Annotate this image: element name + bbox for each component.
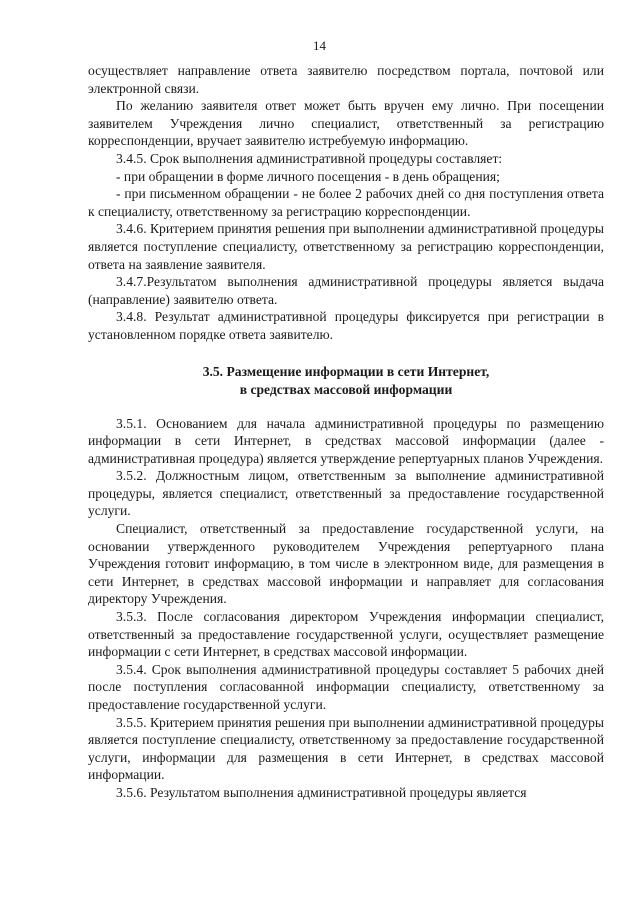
paragraph-3-4-8: 3.4.8. Результат административной процедуры фиксируется при регистрации в установленном порядке ответа заявителю.: [88, 309, 604, 342]
paragraph-3-5-2: 3.5.2. Должностным лицом, ответственным за выполнение административной процедуры, является специалист, ответственный за предоставление государственной услуги.: [88, 468, 604, 519]
section-heading-line-2: в средствах массовой информации: [239, 381, 453, 397]
paragraph-continuation: осуществляет направление ответа заявителю посредством портала, почтовой или электронной связи.: [88, 63, 604, 96]
paragraph-specialist: Специалист, ответственный за предоставление государственной услуги, на основании утвержденного руководителем Учреждения репертуарного плана Учреждения готовит информацию, в том числе в электронном виде, для размещения в сети Интернет, в средствах массовой информации и направляет для согласования директору Учреждения.: [88, 521, 604, 607]
document-body: [88, 62, 604, 802]
section-heading-line-1: 3.5. Размещение информации в сети Интернет,: [202, 363, 490, 379]
paragraph-3-4-7: 3.4.7.Результатом выполнения административной процедуры является выдача (направление) заявителю ответа.: [88, 274, 604, 307]
paragraph-3-4-6: 3.4.6. Критерием принятия решения при выполнении административной процедуры является поступление специалисту, ответственному за регистрацию корреспонденции, ответа на заявление заявителя.: [88, 221, 604, 272]
paragraph-3-5-1: 3.5.1. Основанием для начала административной процедуры по размещению информации в сети Интернет, в средствах массовой информации (далее - административная процедура) является утверждение репертуарных планов Учреждения.: [88, 415, 604, 466]
list-item-personal-visit: - при обращении в форме личного посещения - в день обращения;: [116, 168, 500, 184]
paragraph-3-5-6: 3.5.6. Результатом выполнения административной процедуры является: [116, 784, 527, 800]
paragraph-3-5-5: 3.5.5. Критерием принятия решения при выполнении административной процедуры является поступление специалисту, ответственному за предоставление государственной услуги, информации для размещения в сети Интернет, в средствах массовой информации.: [88, 714, 604, 783]
paragraph-3-5-4: 3.5.4. Срок выполнения административной процедуры составляет 5 рабочих дней после поступления согласованной информации специалисту, ответственному за предоставление государственной услуги.: [88, 661, 604, 712]
list-item-written-request: - при письменном обращении - не более 2 рабочих дней со дня поступления ответа к специалисту, ответственному за регистрацию корреспонденции.: [88, 186, 604, 219]
paragraph-3-5-3: 3.5.3. После согласования директором Учреждения информации специалист, ответственный за предоставление государственной услуги, осуществляет размещение информации с сети Интернет, в средствах массовой информации.: [88, 609, 604, 660]
paragraph-personal-delivery: По желанию заявителя ответ может быть вручен ему лично. При посещении заявителем Учреждения лично специалист, ответственный за регистрацию корреспонденции, вручает заявителю истребуемую информацию.: [88, 98, 604, 149]
page-number: 14: [313, 38, 326, 53]
paragraph-3-4-5: 3.4.5. Срок выполнения административной процедуры составляет:: [116, 150, 503, 166]
section-heading-3-5: [88, 363, 604, 399]
